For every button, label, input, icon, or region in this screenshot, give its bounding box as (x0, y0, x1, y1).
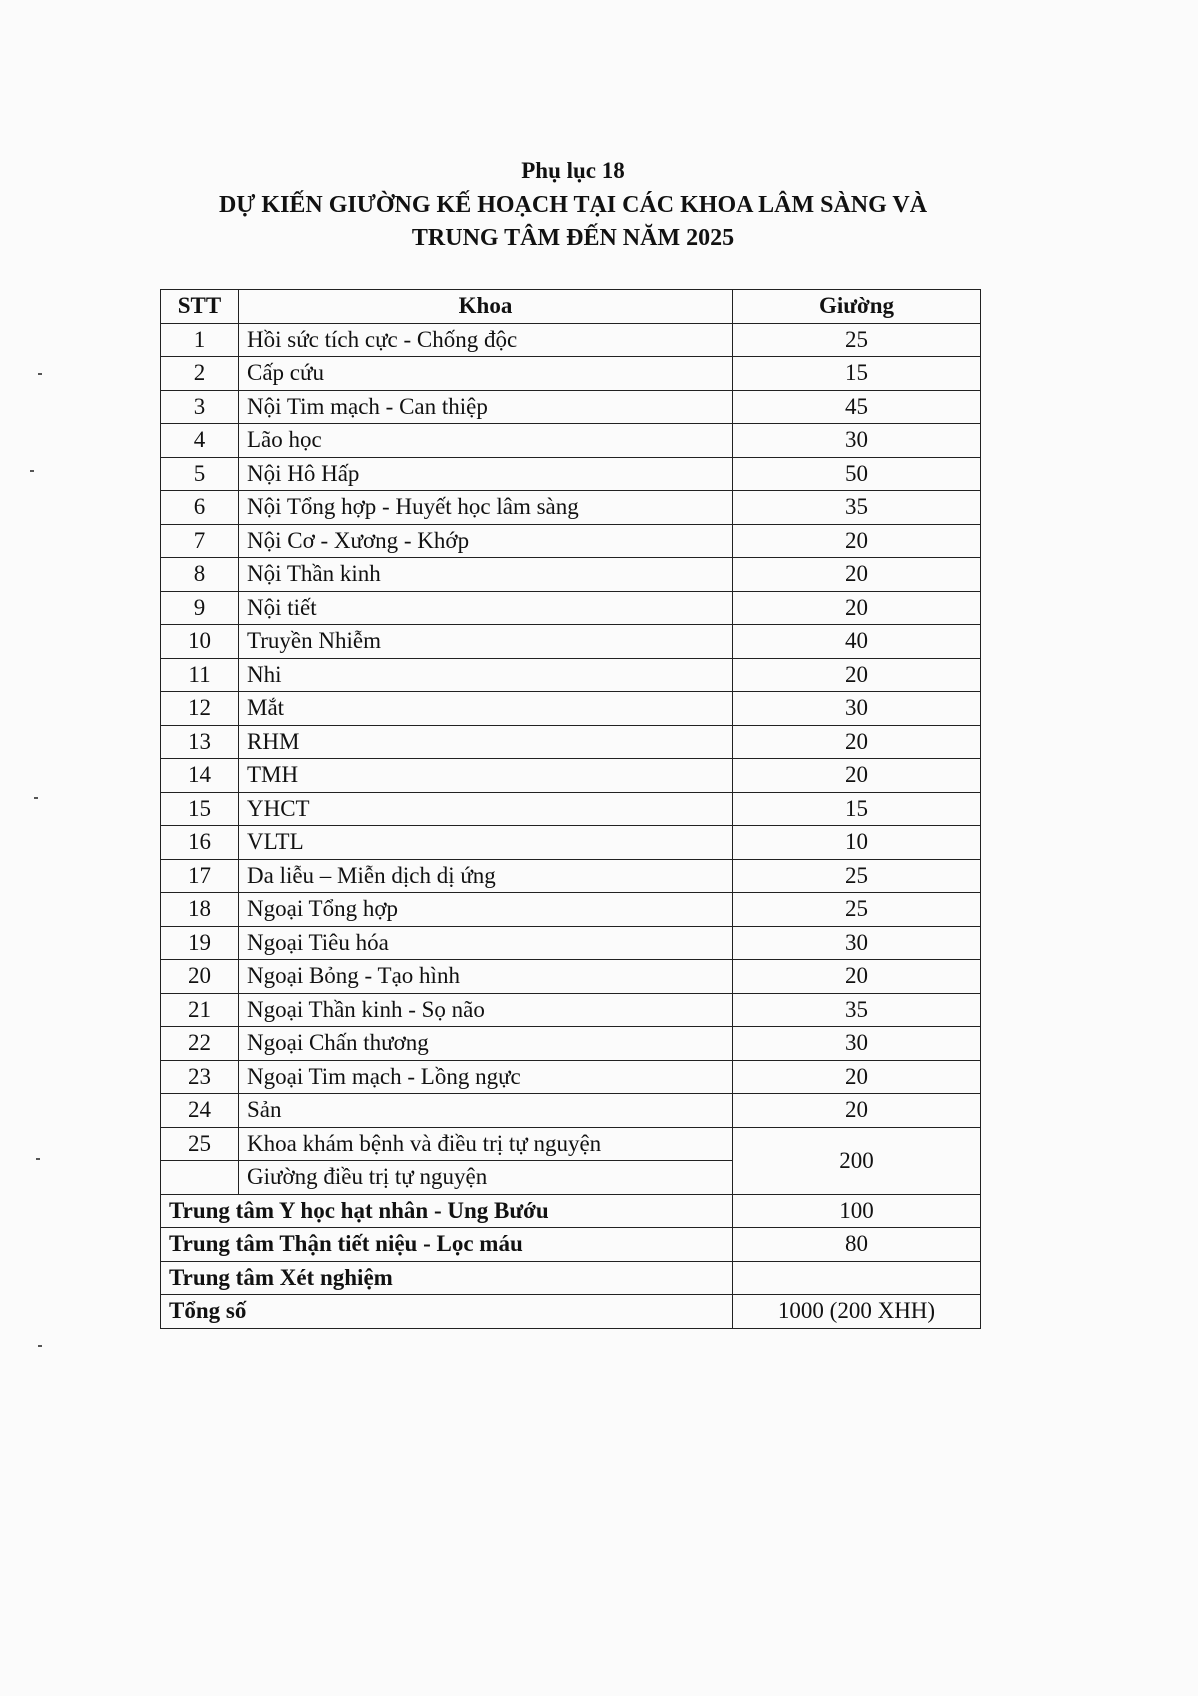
table-row (161, 859, 981, 893)
khoa-cell: Nội Thần kinh (239, 558, 733, 592)
stt-cell: 21 (161, 993, 239, 1027)
center-row (161, 1228, 981, 1262)
table-row (161, 893, 981, 927)
stt-cell: 25 (161, 1127, 239, 1161)
giuong-cell: 30 (733, 926, 981, 960)
center-row (161, 1194, 981, 1228)
khoa-cell: Truyền Nhiễm (239, 625, 733, 659)
table-row (161, 826, 981, 860)
giuong-cell: 1000 (200 XHH) (733, 1295, 981, 1329)
stt-cell: 8 (161, 558, 239, 592)
giuong-cell: 100 (733, 1194, 981, 1228)
giuong-cell: 25 (733, 893, 981, 927)
stt-cell: 24 (161, 1094, 239, 1128)
giuong-cell: 35 (733, 993, 981, 1027)
giuong-cell: 30 (733, 424, 981, 458)
giuong-cell (733, 1261, 981, 1295)
table-row (161, 558, 981, 592)
giuong-cell: 20 (733, 725, 981, 759)
document-title-line1: DỰ KIẾN GIƯỜNG KẾ HOẠCH TẠI CÁC KHOA LÂM SÀNG VÀ (218, 192, 928, 218)
giuong-cell: 40 (733, 625, 981, 659)
stt-cell: 10 (161, 625, 239, 659)
document-title-line2: TRUNG TÂM ĐẾN NĂM 2025 (411, 225, 735, 251)
table-row (161, 357, 981, 391)
khoa-cell: Nội Tổng hợp - Huyết học lâm sàng (239, 491, 733, 525)
giuong-cell: 20 (733, 591, 981, 625)
header-giuong: Giường (733, 290, 981, 324)
stt-cell: 2 (161, 357, 239, 391)
table-row (161, 457, 981, 491)
stt-cell: 20 (161, 960, 239, 994)
table-row (161, 591, 981, 625)
khoa-cell: Ngoại Tim mạch - Lồng ngực (239, 1060, 733, 1094)
giuong-cell: 15 (733, 792, 981, 826)
total-row (161, 1295, 981, 1329)
giuong-cell: 10 (733, 826, 981, 860)
giuong-cell: 30 (733, 1027, 981, 1061)
giuong-cell: 20 (733, 658, 981, 692)
table-row (161, 1060, 981, 1094)
giuong-cell: 30 (733, 692, 981, 726)
giuong-cell: 200 (733, 1127, 981, 1194)
khoa-cell: YHCT (239, 792, 733, 826)
giuong-cell: 20 (733, 759, 981, 793)
table-row (161, 759, 981, 793)
table-row (161, 792, 981, 826)
khoa-cell: Sản (239, 1094, 733, 1128)
khoa-cell: RHM (239, 725, 733, 759)
giuong-cell: 20 (733, 960, 981, 994)
stt-cell: 9 (161, 591, 239, 625)
table-row (161, 323, 981, 357)
table-row (161, 524, 981, 558)
khoa-cell: TMH (239, 759, 733, 793)
giuong-cell: 20 (733, 524, 981, 558)
stt-cell: 12 (161, 692, 239, 726)
stt-cell: 7 (161, 524, 239, 558)
table-row-25 (161, 1127, 981, 1161)
khoa-cell: Ngoại Tổng hợp (239, 893, 733, 927)
table-row (161, 625, 981, 659)
stt-cell: 17 (161, 859, 239, 893)
giuong-cell: 50 (733, 457, 981, 491)
khoa-cell: Nhi (239, 658, 733, 692)
khoa-cell: Ngoại Thần kinh - Sọ não (239, 993, 733, 1027)
khoa-cell: Lão học (239, 424, 733, 458)
khoa-cell: Ngoại Bỏng - Tạo hình (239, 960, 733, 994)
table-row (161, 1027, 981, 1061)
khoa-cell: Nội Cơ - Xương - Khớp (239, 524, 733, 558)
khoa-cell: Nội Tim mạch - Can thiệp (239, 390, 733, 424)
stt-cell: 22 (161, 1027, 239, 1061)
khoa-cell: VLTL (239, 826, 733, 860)
giuong-cell: 25 (733, 323, 981, 357)
khoa-cell: Mắt (239, 692, 733, 726)
table-row (161, 960, 981, 994)
header-khoa: Khoa (239, 290, 733, 324)
stt-cell-empty (161, 1161, 239, 1195)
khoa-cell: Da liễu – Miễn dịch dị ứng (239, 859, 733, 893)
stt-cell: 6 (161, 491, 239, 525)
stt-cell: 3 (161, 390, 239, 424)
center-name-cell: Trung tâm Y học hạt nhân - Ung Bướu (161, 1194, 733, 1228)
stt-cell: 5 (161, 457, 239, 491)
center-name-cell: Trung tâm Thận tiết niệu - Lọc máu (161, 1228, 733, 1262)
stt-cell: 13 (161, 725, 239, 759)
stt-cell: 1 (161, 323, 239, 357)
table-row (161, 1094, 981, 1128)
khoa-cell: Nội Hô Hấp (239, 457, 733, 491)
table-row (161, 390, 981, 424)
giuong-cell: 20 (733, 1060, 981, 1094)
center-name-cell: Tổng số (161, 1295, 733, 1329)
center-name-cell: Trung tâm Xét nghiệm (161, 1261, 733, 1295)
giuong-cell: 25 (733, 859, 981, 893)
giuong-cell: 20 (733, 558, 981, 592)
table-row (161, 993, 981, 1027)
khoa-cell: Ngoại Tiêu hóa (239, 926, 733, 960)
giuong-cell: 20 (733, 1094, 981, 1128)
stt-cell: 23 (161, 1060, 239, 1094)
stt-cell: 14 (161, 759, 239, 793)
khoa-cell: Hồi sức tích cực - Chống độc (239, 323, 733, 357)
stt-cell: 18 (161, 893, 239, 927)
table-row (161, 424, 981, 458)
table-row (161, 725, 981, 759)
khoa-cell: Khoa khám bệnh và điều trị tự nguyện (239, 1127, 733, 1161)
khoa-cell: Nội tiết (239, 591, 733, 625)
header-stt: STT (161, 290, 239, 324)
table-row (161, 491, 981, 525)
bed-plan-table (160, 289, 981, 1329)
stt-cell: 19 (161, 926, 239, 960)
stt-cell: 15 (161, 792, 239, 826)
giuong-cell: 35 (733, 491, 981, 525)
stt-cell: 16 (161, 826, 239, 860)
giuong-cell: 80 (733, 1228, 981, 1262)
giuong-cell: 45 (733, 390, 981, 424)
giuong-cell: 15 (733, 357, 981, 391)
table-header (161, 290, 981, 324)
table-row (161, 692, 981, 726)
center-row (161, 1261, 981, 1295)
khoa-subcell: Giường điều trị tự nguyện (239, 1161, 733, 1195)
table-row (161, 926, 981, 960)
khoa-cell: Ngoại Chấn thương (239, 1027, 733, 1061)
appendix-label: Phụ lục 18 (521, 158, 625, 183)
khoa-cell: Cấp cứu (239, 357, 733, 391)
stt-cell: 4 (161, 424, 239, 458)
stt-cell: 11 (161, 658, 239, 692)
table-row (161, 658, 981, 692)
